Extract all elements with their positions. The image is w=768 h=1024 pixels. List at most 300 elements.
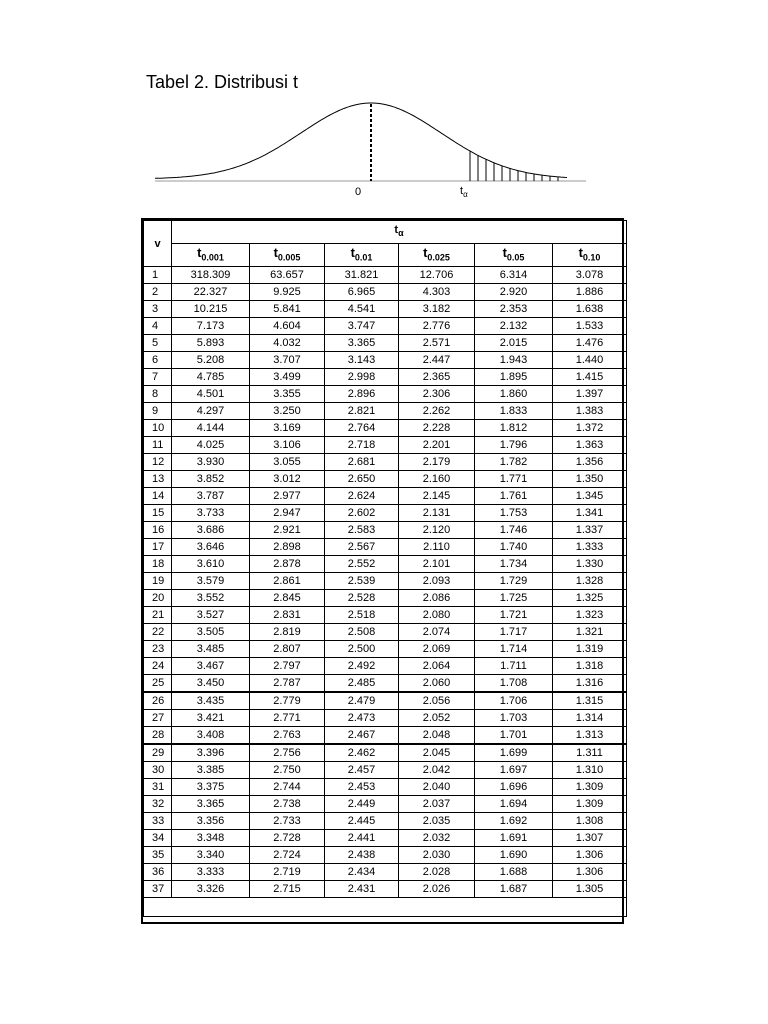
table-cell: 318.309 [172, 267, 250, 284]
v-header: v [144, 221, 172, 267]
table-row [144, 488, 627, 505]
table-cell: 1.311 [553, 744, 627, 762]
table-cell: 22.327 [172, 284, 250, 301]
table-row [144, 830, 627, 847]
table-cell: 1.701 [475, 727, 553, 745]
table-cell: 4.025 [172, 437, 250, 454]
table-cell: 2.048 [399, 727, 475, 745]
table-cell: 2.445 [325, 813, 399, 830]
column-header: $t_{0.005}$ [250, 244, 325, 267]
table-row [144, 556, 627, 573]
table-cell: 3.340 [172, 847, 250, 864]
table-cell: 5.208 [172, 352, 250, 369]
table-cell: 1.895 [475, 369, 553, 386]
table-cell: 2.571 [399, 335, 475, 352]
table-row [144, 727, 627, 745]
table-cell: 2.441 [325, 830, 399, 847]
table-row [144, 641, 627, 658]
table-cell: 4.785 [172, 369, 250, 386]
row-df-cell: 10 [144, 420, 172, 437]
table-cell: 4.541 [325, 301, 399, 318]
table-cell: 63.657 [250, 267, 325, 284]
row-df-cell: 26 [144, 692, 172, 710]
table-cell: 2.110 [399, 539, 475, 556]
row-df-cell: 12 [144, 454, 172, 471]
empty-cell [144, 898, 627, 917]
table-row [144, 864, 627, 881]
table-cell: 9.925 [250, 284, 325, 301]
table-cell: 3.169 [250, 420, 325, 437]
table-row [144, 590, 627, 607]
table-row [144, 624, 627, 641]
table-cell: 1.383 [553, 403, 627, 420]
table-cell: 1.319 [553, 641, 627, 658]
row-df-cell: 31 [144, 779, 172, 796]
table-cell: 2.492 [325, 658, 399, 675]
table-cell: 2.037 [399, 796, 475, 813]
table-cell: 1.697 [475, 762, 553, 779]
table-cell: 2.500 [325, 641, 399, 658]
table-row [144, 420, 627, 437]
t-alpha-group-header: $t_\alpha$ [172, 221, 627, 244]
row-df-cell: 32 [144, 796, 172, 813]
table-cell: 2.831 [250, 607, 325, 624]
table-cell: 2.998 [325, 369, 399, 386]
t-distribution-table [141, 218, 624, 924]
table-cell: 2.861 [250, 573, 325, 590]
row-df-cell: 27 [144, 710, 172, 727]
table-cell: 3.055 [250, 454, 325, 471]
table-cell: 2.262 [399, 403, 475, 420]
tail-area-hatching [470, 151, 558, 181]
table-cell: 1.782 [475, 454, 553, 471]
table-cell: 2.715 [250, 881, 325, 898]
table-cell: 2.473 [325, 710, 399, 727]
table-cell: 2.756 [250, 744, 325, 762]
table-cell: 3.527 [172, 607, 250, 624]
table-cell: 1.341 [553, 505, 627, 522]
table-cell: 1.717 [475, 624, 553, 641]
table-cell: 1.690 [475, 847, 553, 864]
table-cell: 2.779 [250, 692, 325, 710]
table-cell: 1.812 [475, 420, 553, 437]
table-cell: 2.060 [399, 675, 475, 693]
column-header: $t_{0.10}$ [553, 244, 627, 267]
row-df-cell: 8 [144, 386, 172, 403]
table-cell: 3.787 [172, 488, 250, 505]
table-cell: 3.408 [172, 727, 250, 745]
table-cell: 2.035 [399, 813, 475, 830]
row-df-cell: 34 [144, 830, 172, 847]
table-cell: 1.708 [475, 675, 553, 693]
table-cell: 3.326 [172, 881, 250, 898]
row-df-cell: 23 [144, 641, 172, 658]
table-cell: 1.687 [475, 881, 553, 898]
table-cell: 2.434 [325, 864, 399, 881]
table-row [144, 352, 627, 369]
row-df-cell: 16 [144, 522, 172, 539]
table-cell: 1.309 [553, 796, 627, 813]
table-cell: 3.143 [325, 352, 399, 369]
table-row [144, 284, 627, 301]
table-row [144, 692, 627, 710]
table-cell: 3.385 [172, 762, 250, 779]
table-cell: 2.447 [399, 352, 475, 369]
table-cell: 2.457 [325, 762, 399, 779]
table-cell: 2.896 [325, 386, 399, 403]
table-cell: 4.297 [172, 403, 250, 420]
table-row [144, 744, 627, 762]
table-cell: 1.714 [475, 641, 553, 658]
table-cell: 2.467 [325, 727, 399, 745]
table-cell: 3.733 [172, 505, 250, 522]
table-cell: 1.316 [553, 675, 627, 693]
table-row [144, 318, 627, 335]
table-cell: 2.093 [399, 573, 475, 590]
table-row [144, 301, 627, 318]
table-cell: 2.602 [325, 505, 399, 522]
table-cell: 2.353 [475, 301, 553, 318]
table-cell: 1.440 [553, 352, 627, 369]
table-body [144, 267, 627, 917]
table-cell: 1.761 [475, 488, 553, 505]
table-cell: 2.528 [325, 590, 399, 607]
column-header: $t_{0.05}$ [475, 244, 553, 267]
table-cell: 3.333 [172, 864, 250, 881]
table-cell: 3.747 [325, 318, 399, 335]
table-cell: 2.764 [325, 420, 399, 437]
table-cell: 1.318 [553, 658, 627, 675]
bell-curve [155, 103, 567, 178]
table-row [144, 881, 627, 898]
table-cell: 1.796 [475, 437, 553, 454]
table-cell: 2.797 [250, 658, 325, 675]
table-cell: 4.303 [399, 284, 475, 301]
table-cell: 7.173 [172, 318, 250, 335]
row-df-cell: 21 [144, 607, 172, 624]
table-cell: 2.977 [250, 488, 325, 505]
table-cell: 3.852 [172, 471, 250, 488]
table-cell: 1.703 [475, 710, 553, 727]
table-cell: 2.485 [325, 675, 399, 693]
table-cell: 3.106 [250, 437, 325, 454]
table-cell: 2.718 [325, 437, 399, 454]
table-cell: 2.032 [399, 830, 475, 847]
table-cell: 1.305 [553, 881, 627, 898]
table-row [144, 335, 627, 352]
table-cell: 1.740 [475, 539, 553, 556]
table-cell: 2.681 [325, 454, 399, 471]
row-df-cell: 36 [144, 864, 172, 881]
table-cell: 2.650 [325, 471, 399, 488]
table-cell: 2.026 [399, 881, 475, 898]
table-row [144, 471, 627, 488]
table-cell: 1.476 [553, 335, 627, 352]
table-cell: 1.691 [475, 830, 553, 847]
table-cell: 2.069 [399, 641, 475, 658]
page-title: Tabel 2. Distribusi t [146, 72, 299, 92]
table-cell: 10.215 [172, 301, 250, 318]
table-cell: 1.533 [553, 318, 627, 335]
table-cell: 2.040 [399, 779, 475, 796]
row-df-cell: 30 [144, 762, 172, 779]
table-cell: 1.350 [553, 471, 627, 488]
table-cell: 2.583 [325, 522, 399, 539]
table-cell: 1.721 [475, 607, 553, 624]
table-cell: 3.930 [172, 454, 250, 471]
table-cell: 2.365 [399, 369, 475, 386]
table-cell: 2.787 [250, 675, 325, 693]
row-df-cell: 15 [144, 505, 172, 522]
table-cell: 2.878 [250, 556, 325, 573]
table-cell: 2.719 [250, 864, 325, 881]
table-row [144, 813, 627, 830]
column-header-row [144, 244, 627, 267]
row-df-cell: 28 [144, 727, 172, 745]
row-df-cell: 13 [144, 471, 172, 488]
row-df-cell: 24 [144, 658, 172, 675]
table-cell: 2.431 [325, 881, 399, 898]
table-cell: 2.030 [399, 847, 475, 864]
table-cell: 2.306 [399, 386, 475, 403]
table-cell: 3.365 [172, 796, 250, 813]
table-cell: 1.711 [475, 658, 553, 675]
table-cell: 2.744 [250, 779, 325, 796]
table-cell: 1.729 [475, 573, 553, 590]
table-row [144, 369, 627, 386]
table-row [144, 386, 627, 403]
table-cell: 1.325 [553, 590, 627, 607]
row-df-cell: 29 [144, 744, 172, 762]
row-df-cell: 2 [144, 284, 172, 301]
table-cell: 1.833 [475, 403, 553, 420]
row-df-cell: 5 [144, 335, 172, 352]
table-cell: 3.421 [172, 710, 250, 727]
table-cell: 2.453 [325, 779, 399, 796]
table-row [144, 762, 627, 779]
table-cell: 2.479 [325, 692, 399, 710]
t-alpha-label: $t_\alpha$ [460, 185, 468, 199]
table-row [144, 267, 627, 284]
table-row [144, 403, 627, 420]
table-cell: 31.821 [325, 267, 399, 284]
row-df-cell: 11 [144, 437, 172, 454]
row-df-cell: 4 [144, 318, 172, 335]
table-row [144, 454, 627, 471]
table-cell: 2.056 [399, 692, 475, 710]
table-cell: 5.893 [172, 335, 250, 352]
table-cell: 6.965 [325, 284, 399, 301]
table-cell: 3.435 [172, 692, 250, 710]
table-cell: 2.145 [399, 488, 475, 505]
table-cell: 1.323 [553, 607, 627, 624]
table-cell: 2.074 [399, 624, 475, 641]
table-cell: 3.579 [172, 573, 250, 590]
table-cell: 1.688 [475, 864, 553, 881]
table-cell: 2.947 [250, 505, 325, 522]
table-cell: 1.345 [553, 488, 627, 505]
table-cell: 1.330 [553, 556, 627, 573]
table-cell: 4.144 [172, 420, 250, 437]
table-cell: 1.321 [553, 624, 627, 641]
table-cell: 3.250 [250, 403, 325, 420]
table-cell: 3.610 [172, 556, 250, 573]
table-cell: 1.692 [475, 813, 553, 830]
table-cell: 1.725 [475, 590, 553, 607]
table-cell: 3.355 [250, 386, 325, 403]
table-cell: 3.182 [399, 301, 475, 318]
table-row [144, 522, 627, 539]
table-cell: 2.228 [399, 420, 475, 437]
table-cell: 1.315 [553, 692, 627, 710]
table-row [144, 658, 627, 675]
table-row [144, 796, 627, 813]
table-cell: 2.462 [325, 744, 399, 762]
table-cell: 1.706 [475, 692, 553, 710]
table-cell: 1.638 [553, 301, 627, 318]
table-cell: 2.776 [399, 318, 475, 335]
table-cell: 2.179 [399, 454, 475, 471]
table-cell: 2.845 [250, 590, 325, 607]
row-df-cell: 14 [144, 488, 172, 505]
table-cell: 4.501 [172, 386, 250, 403]
table-cell: 12.706 [399, 267, 475, 284]
table-cell: 2.738 [250, 796, 325, 813]
table-cell: 4.604 [250, 318, 325, 335]
table-cell: 2.045 [399, 744, 475, 762]
table-cell: 3.348 [172, 830, 250, 847]
table-cell: 3.686 [172, 522, 250, 539]
table-row [144, 437, 627, 454]
table-cell: 2.819 [250, 624, 325, 641]
table-cell: 1.694 [475, 796, 553, 813]
table-cell: 2.750 [250, 762, 325, 779]
table-cell: 1.310 [553, 762, 627, 779]
table-cell: 1.333 [553, 539, 627, 556]
table-cell: 2.508 [325, 624, 399, 641]
table-cell: 3.499 [250, 369, 325, 386]
table-row [144, 675, 627, 693]
table-cell: 1.886 [553, 284, 627, 301]
row-df-cell: 33 [144, 813, 172, 830]
table-cell: 2.132 [475, 318, 553, 335]
table-cell: 2.807 [250, 641, 325, 658]
table-cell: 1.372 [553, 420, 627, 437]
row-df-cell: 7 [144, 369, 172, 386]
table-cell: 1.307 [553, 830, 627, 847]
table-cell: 1.734 [475, 556, 553, 573]
table-cell: 1.328 [553, 573, 627, 590]
table-row [144, 539, 627, 556]
column-header: $t_{0.01}$ [325, 244, 399, 267]
table-cell: 1.696 [475, 779, 553, 796]
table-cell: 3.365 [325, 335, 399, 352]
table-cell: 1.699 [475, 744, 553, 762]
table-cell: 2.080 [399, 607, 475, 624]
table-row [144, 779, 627, 796]
zero-label: 0 [355, 186, 362, 198]
table-cell: 1.308 [553, 813, 627, 830]
table-cell: 1.363 [553, 437, 627, 454]
table-cell: 1.397 [553, 386, 627, 403]
table-cell: 2.086 [399, 590, 475, 607]
table-cell: 1.771 [475, 471, 553, 488]
table-cell: 3.356 [172, 813, 250, 830]
row-df-cell: 20 [144, 590, 172, 607]
table-cell: 3.505 [172, 624, 250, 641]
table-cell: 2.518 [325, 607, 399, 624]
table-cell: 2.733 [250, 813, 325, 830]
column-header: $t_{0.001}$ [172, 244, 250, 267]
table-cell: 1.306 [553, 864, 627, 881]
table-cell: 1.860 [475, 386, 553, 403]
row-df-cell: 17 [144, 539, 172, 556]
row-df-cell: 22 [144, 624, 172, 641]
table-cell: 2.131 [399, 505, 475, 522]
table-cell: 3.646 [172, 539, 250, 556]
table-cell: 1.746 [475, 522, 553, 539]
table-cell: 2.160 [399, 471, 475, 488]
table-cell: 2.898 [250, 539, 325, 556]
table-row [144, 847, 627, 864]
table-cell: 1.337 [553, 522, 627, 539]
table-cell: 3.485 [172, 641, 250, 658]
table-cell: 2.567 [325, 539, 399, 556]
table-cell: 2.624 [325, 488, 399, 505]
table-cell: 2.120 [399, 522, 475, 539]
row-df-cell: 6 [144, 352, 172, 369]
table-cell: 3.450 [172, 675, 250, 693]
table-cell: 4.032 [250, 335, 325, 352]
table-empty-row [144, 898, 627, 917]
table-cell: 1.415 [553, 369, 627, 386]
table-cell: 2.771 [250, 710, 325, 727]
table-cell: 2.028 [399, 864, 475, 881]
table-cell: 5.841 [250, 301, 325, 318]
table-cell: 2.015 [475, 335, 553, 352]
table-cell: 2.201 [399, 437, 475, 454]
table-cell: 3.467 [172, 658, 250, 675]
table-cell: 3.375 [172, 779, 250, 796]
table-cell: 2.763 [250, 727, 325, 745]
table-cell: 3.078 [553, 267, 627, 284]
row-df-cell: 35 [144, 847, 172, 864]
row-df-cell: 18 [144, 556, 172, 573]
t-distribution-curve-figure [0, 0, 768, 210]
table-cell: 1.306 [553, 847, 627, 864]
table-cell: 2.552 [325, 556, 399, 573]
table-row [144, 710, 627, 727]
table-row [144, 607, 627, 624]
table-cell: 2.042 [399, 762, 475, 779]
table-cell: 2.539 [325, 573, 399, 590]
table-row [144, 505, 627, 522]
table-cell: 3.707 [250, 352, 325, 369]
table-cell: 2.064 [399, 658, 475, 675]
table-cell: 2.728 [250, 830, 325, 847]
table-cell: 2.920 [475, 284, 553, 301]
column-header: $t_{0.025}$ [399, 244, 475, 267]
table-row [144, 573, 627, 590]
table-cell: 6.314 [475, 267, 553, 284]
table-cell: 2.724 [250, 847, 325, 864]
table-cell: 2.449 [325, 796, 399, 813]
table-cell: 3.396 [172, 744, 250, 762]
table-cell: 3.012 [250, 471, 325, 488]
table-cell: 1.309 [553, 779, 627, 796]
table-cell: 1.943 [475, 352, 553, 369]
table-cell: 2.921 [250, 522, 325, 539]
